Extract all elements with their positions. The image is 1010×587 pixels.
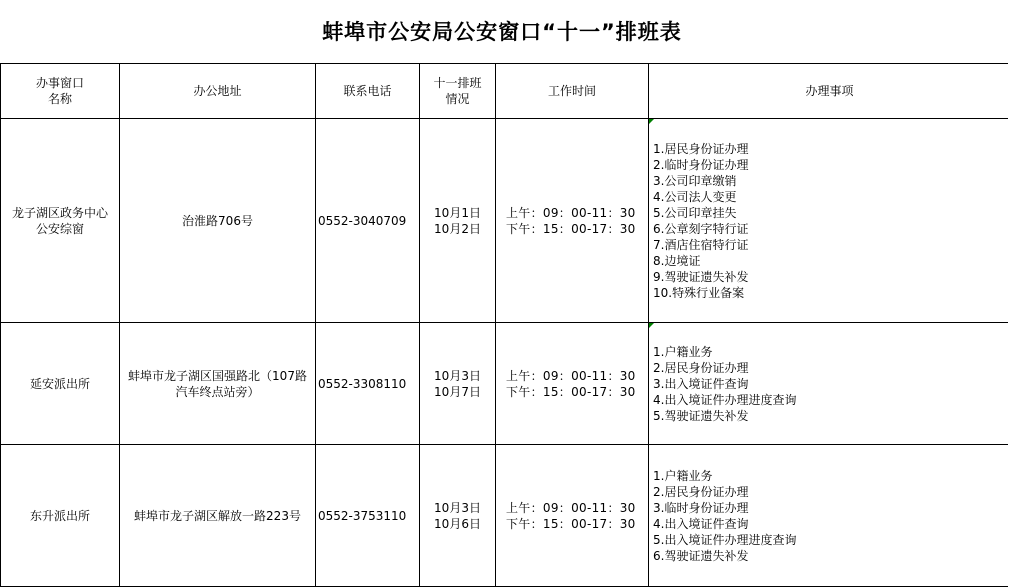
table-row	[1, 445, 1010, 587]
header-shift[interactable]	[420, 64, 496, 119]
window-name-cell[interactable]	[1, 119, 120, 323]
header-services[interactable]: 办理事项	[649, 64, 1010, 119]
comment-indicator-icon	[649, 323, 654, 328]
list-item: 2.居民身份证办理	[653, 484, 749, 499]
sheet-title: 蚌埠市公安局公安窗口“十一”排班表	[322, 20, 682, 44]
shift-date-2: 10月7日	[434, 384, 481, 399]
shift-date-1: 10月3日	[434, 500, 481, 515]
window-name-cell[interactable]	[1, 445, 120, 587]
sheet-title-cell[interactable]	[0, 0, 1010, 62]
list-item: 5.公司印章挂失	[653, 205, 737, 220]
duty-roster-table	[0, 63, 1010, 587]
list-item: 2.临时身份证办理	[653, 157, 749, 172]
list-item: 6.公章刻字特行证	[653, 221, 749, 236]
header-row	[1, 64, 1010, 119]
list-item: 8.边境证	[653, 253, 701, 268]
shift-dates-cell[interactable]	[420, 445, 496, 587]
window-name-line1: 龙子湖区政务中心	[11, 205, 108, 220]
header-shift-line2: 情况	[445, 92, 470, 106]
list-item: 3.公司印章缴销	[653, 173, 737, 188]
services-list	[653, 468, 1010, 564]
comment-indicator-icon	[649, 119, 654, 124]
header-window-name[interactable]	[1, 64, 120, 119]
window-name-cell[interactable]	[1, 323, 120, 445]
window-name-line1: 东升派出所	[29, 508, 90, 523]
shift-dates-cell[interactable]	[420, 119, 496, 323]
list-item: 7.酒店住宿特行证	[653, 237, 749, 252]
address-cell[interactable]	[120, 323, 316, 445]
address-line1: 治淮路706号	[182, 213, 253, 228]
header-shift-line1: 十一排班	[433, 76, 482, 90]
table-row	[1, 119, 1010, 323]
address-line2: 汽车终点站旁）	[175, 384, 260, 399]
work-hours-cell[interactable]	[496, 119, 649, 323]
window-name-line1: 延安派出所	[29, 376, 90, 391]
shift-date-2: 10月2日	[434, 221, 481, 236]
header-window-name-line2: 名称	[47, 92, 72, 106]
list-item: 3.临时身份证办理	[653, 500, 749, 515]
afternoon-hours: 下午：15：00-17：30	[506, 516, 636, 531]
morning-hours: 上午：09：00-11：30	[506, 368, 636, 383]
list-item: 5.出入境证件办理进度查询	[653, 532, 797, 547]
list-item: 4.出入境证件查询	[653, 516, 749, 531]
address-line1: 蚌埠市龙子湖区解放一路223号	[134, 508, 301, 523]
list-item: 5.驾驶证遗失补发	[653, 408, 749, 423]
shift-date-1: 10月1日	[434, 205, 481, 220]
header-phone[interactable]: 联系电话	[316, 64, 420, 119]
list-item: 3.出入境证件查询	[653, 376, 749, 391]
header-address[interactable]: 办公地址	[120, 64, 316, 119]
services-cell[interactable]	[649, 445, 1010, 587]
list-item: 6.驾驶证遗失补发	[653, 548, 749, 563]
list-item: 4.出入境证件办理进度查询	[653, 392, 797, 407]
services-cell[interactable]	[649, 119, 1010, 323]
window-name-line2: 公安综窗	[35, 221, 84, 236]
services-list	[653, 344, 1010, 424]
shift-date-2: 10月6日	[434, 516, 481, 531]
afternoon-hours: 下午：15：00-17：30	[506, 384, 636, 399]
shift-date-1: 10月3日	[434, 368, 481, 383]
table-row	[1, 323, 1010, 445]
list-item: 10.特殊行业备案	[653, 285, 745, 300]
services-cell[interactable]	[649, 323, 1010, 445]
list-item: 1.户籍业务	[653, 468, 713, 483]
list-item: 1.居民身份证办理	[653, 141, 749, 156]
phone-cell[interactable]: 0552-3753110	[316, 445, 420, 587]
list-item: 4.公司法人变更	[653, 189, 737, 204]
morning-hours: 上午：09：00-11：30	[506, 500, 636, 515]
header-window-name-line1: 办事窗口	[35, 76, 84, 90]
address-cell[interactable]	[120, 119, 316, 323]
phone-cell[interactable]: 0552-3308110	[316, 323, 420, 445]
work-hours-cell[interactable]	[496, 445, 649, 587]
morning-hours: 上午：09：00-11：30	[506, 205, 636, 220]
afternoon-hours: 下午：15：00-17：30	[506, 221, 636, 236]
shift-dates-cell[interactable]	[420, 323, 496, 445]
phone-cell[interactable]: 0552-3040709	[316, 119, 420, 323]
work-hours-cell[interactable]	[496, 323, 649, 445]
list-item: 1.户籍业务	[653, 344, 713, 359]
list-item: 9.驾驶证遗失补发	[653, 269, 749, 284]
list-item: 2.居民身份证办理	[653, 360, 749, 375]
address-line1: 蚌埠市龙子湖区国强路北（107路	[128, 368, 307, 383]
header-hours[interactable]: 工作时间	[496, 64, 649, 119]
address-cell[interactable]	[120, 445, 316, 587]
services-list	[653, 141, 1010, 301]
